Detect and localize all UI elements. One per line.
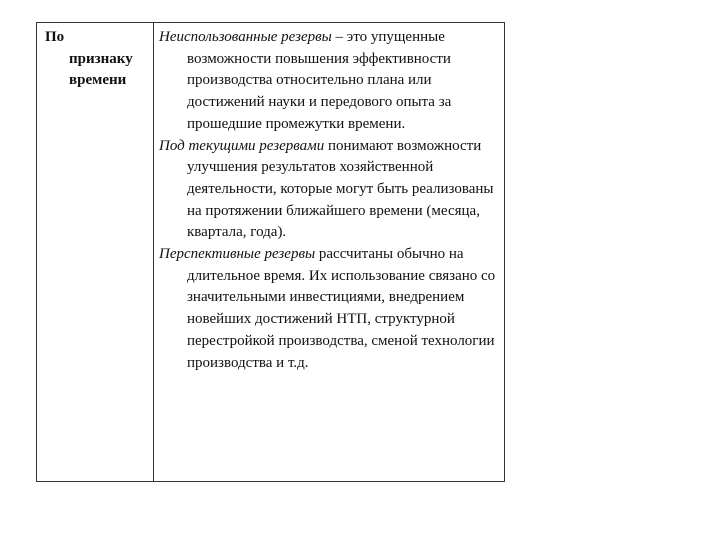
criterion-line-1: По bbox=[45, 29, 65, 45]
paragraph-current-reserves bbox=[159, 136, 501, 245]
criterion-line-2: признаку bbox=[69, 50, 133, 67]
criterion-line-3: времени bbox=[69, 72, 127, 88]
term-prospective-reserves: Перспективные резервы bbox=[159, 246, 316, 263]
criterion-cell bbox=[37, 27, 153, 92]
description-cell bbox=[159, 27, 501, 374]
definition-prospective-reserves: рассчитаны обычно на длительное время. Их использование связано со значительными инвестициями, внедрением новейших достижений НТП, структурной перестройкой производства, сменой технологии производства и т.д. bbox=[187, 246, 496, 371]
term-unused-reserves: Неиспользованные резервы bbox=[159, 29, 332, 45]
definition-unused-reserves: – это упущенные возможности повышения эффективности производства относительно плана или достижений науки и передового опыта за прошедшие промежутки времени. bbox=[187, 29, 452, 132]
classification-table bbox=[36, 22, 505, 482]
paragraph-prospective-reserves bbox=[159, 244, 501, 374]
column-divider bbox=[153, 23, 154, 481]
term-current-reserves: Под текущими резервами bbox=[159, 137, 325, 154]
definition-current-reserves: понимают возможности улучшения результатов хозяйственной деятельности, которые могут быть реализованы на протяжении ближайшего времени (месяца, квартала, года). bbox=[187, 137, 494, 241]
paragraph-unused-reserves bbox=[159, 27, 501, 136]
